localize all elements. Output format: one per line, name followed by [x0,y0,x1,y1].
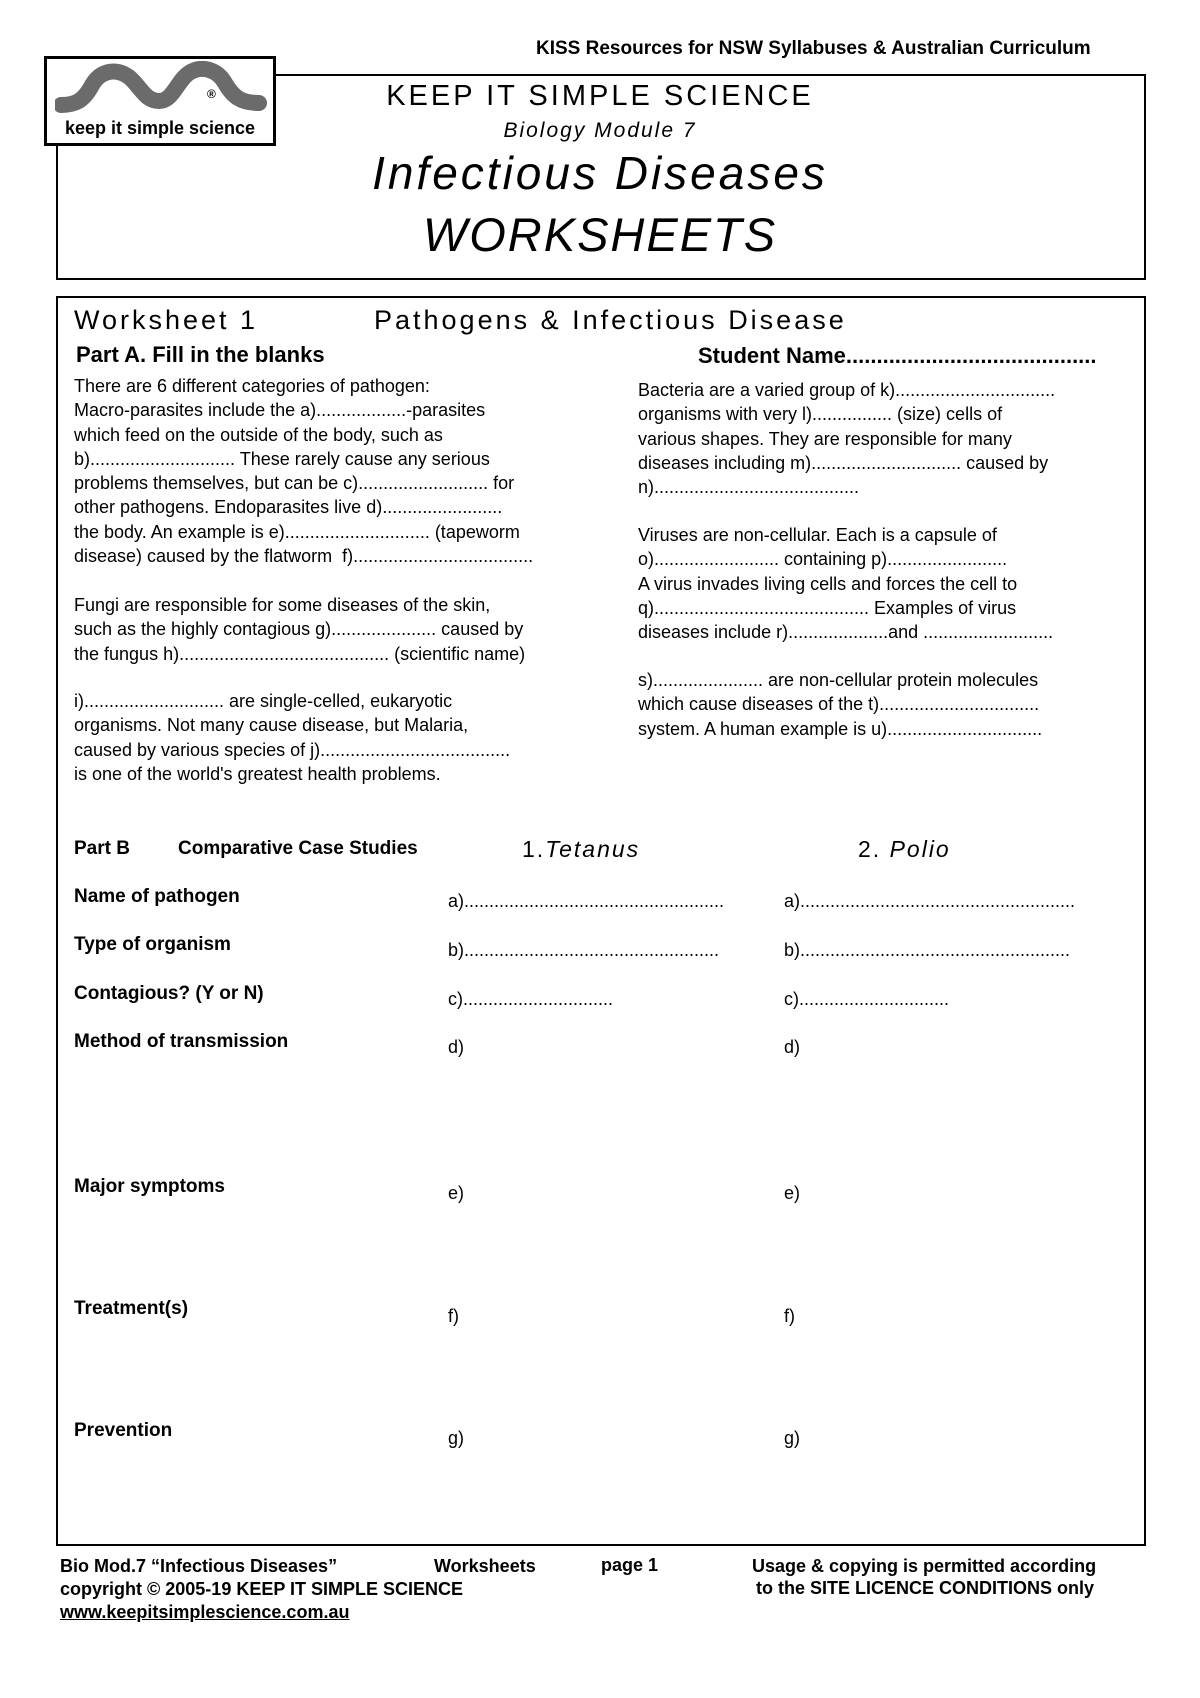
row-label-organism: Type of organism [74,934,231,955]
polio-symptoms-field[interactable]: e) [784,1183,801,1203]
case-2-name: Polio [889,836,951,862]
logo-text: keep it simple science [64,118,256,138]
worksheet-number: Worksheet 1 [74,305,259,335]
document-title: Infectious Diseases [372,147,828,199]
tetanus-contagious-field[interactable]: c).............................. [448,989,614,1009]
case-1-number: 1. [522,836,546,862]
row-label-treatment: Treatment(s) [74,1298,189,1319]
case-1-name: Tetanus [545,836,641,862]
tetanus-pathogen-field[interactable]: a).................................................... [448,891,725,911]
polio-treatment-field[interactable]: f) [784,1306,795,1326]
tetanus-organism-field[interactable]: b)................................................... [448,940,720,960]
footer-website-link[interactable]: www.keepitsimplescience.com.au [60,1602,350,1622]
case-2-number: 2. [858,836,882,862]
tetanus-prevention-field[interactable]: g) [448,1428,465,1448]
footer-copyright: copyright © 2005-19 KEEP IT SIMPLE SCIENCE [60,1579,464,1599]
case-1-heading [522,836,640,863]
case-2-heading [858,836,951,863]
polio-prevention-field[interactable]: g) [784,1428,801,1448]
viruses-paragraph: Viruses are non-cellular. Each is a capsule of o)......................... containing p)........................ A virus invades living cells and forces the cell to q)........................................... Examples of virus diseases include r)....................and .......................... [638,525,1054,643]
document-subtitle: WORKSHEETS [422,208,778,261]
student-name-field[interactable]: Student Name......................................... [698,343,1097,368]
footer-usage-line-1: Usage & copying is permitted according [752,1556,1097,1576]
prions-paragraph: s)...................... are non-cellular protein molecules which cause diseases of the t)................................ system. A human example is u)............................... [638,670,1043,739]
footer-page-number: page 1 [601,1555,659,1575]
polio-contagious-field[interactable]: c).............................. [784,989,950,1009]
footer-section: Worksheets [434,1556,536,1576]
row-label-contagious: Contagious? (Y or N) [74,983,264,1004]
protozoa-paragraph: i)............................ are single-celled, eukaryotic organisms. Not many cause disease, but Malaria, caused by various species of j)...................................... is one of the world's greatest health problems. [74,691,511,784]
tetanus-symptoms-field[interactable]: e) [448,1183,465,1203]
part-b-label: Part B [74,838,130,859]
part-b-title: Comparative Case Studies [178,838,418,859]
footer-course: Bio Mod.7 “Infectious Diseases” [60,1556,338,1576]
bacteria-paragraph: Bacteria are a varied group of k)................................ organisms with very l)................ (size) cells of various shapes. They are responsible for many diseases including m).............................. caused by n)......................................... [638,380,1056,498]
brand-name: KEEP IT SIMPLE SCIENCE [386,80,814,112]
footer-usage-line-2: to the SITE LICENCE CONDITIONS only [756,1578,1095,1598]
polio-organism-field[interactable]: b)...................................................... [784,940,1071,960]
module-name: Biology Module 7 [503,119,697,142]
tetanus-treatment-field[interactable]: f) [448,1306,459,1326]
row-label-transmission: Method of transmission [74,1031,289,1052]
pathogen-categories-paragraph: There are 6 different categories of pathogen: Macro-parasites include the a)..................-parasites which feed on the outside of the body, such as b)............................. These rarely cause any serious problems themselves, but can be c).......................... for other pathogens. Endoparasites live d)........................ the body. An example is e)............................. (tapeworm disease) caused by the flatworm f).................................... [74,376,534,567]
part-a-heading: Part A. Fill in the blanks [76,342,325,367]
row-label-symptoms: Major symptoms [74,1176,225,1197]
worksheet-title: Pathogens & Infectious Disease [374,305,847,335]
tetanus-transmission-field[interactable]: d) [448,1037,465,1057]
resources-tagline: KISS Resources for NSW Syllabuses & Australian Curriculum [536,38,1091,59]
fungi-paragraph: Fungi are responsible for some diseases of the skin, such as the highly contagious g)..................... caused by the fungus h).......................................... (scientific name) [74,595,526,664]
polio-transmission-field[interactable]: d) [784,1037,801,1057]
row-label-prevention: Prevention [74,1420,173,1441]
row-label-pathogen: Name of pathogen [74,886,240,907]
polio-pathogen-field[interactable]: a)....................................................... [784,891,1076,911]
registered-mark: ® [207,87,216,101]
